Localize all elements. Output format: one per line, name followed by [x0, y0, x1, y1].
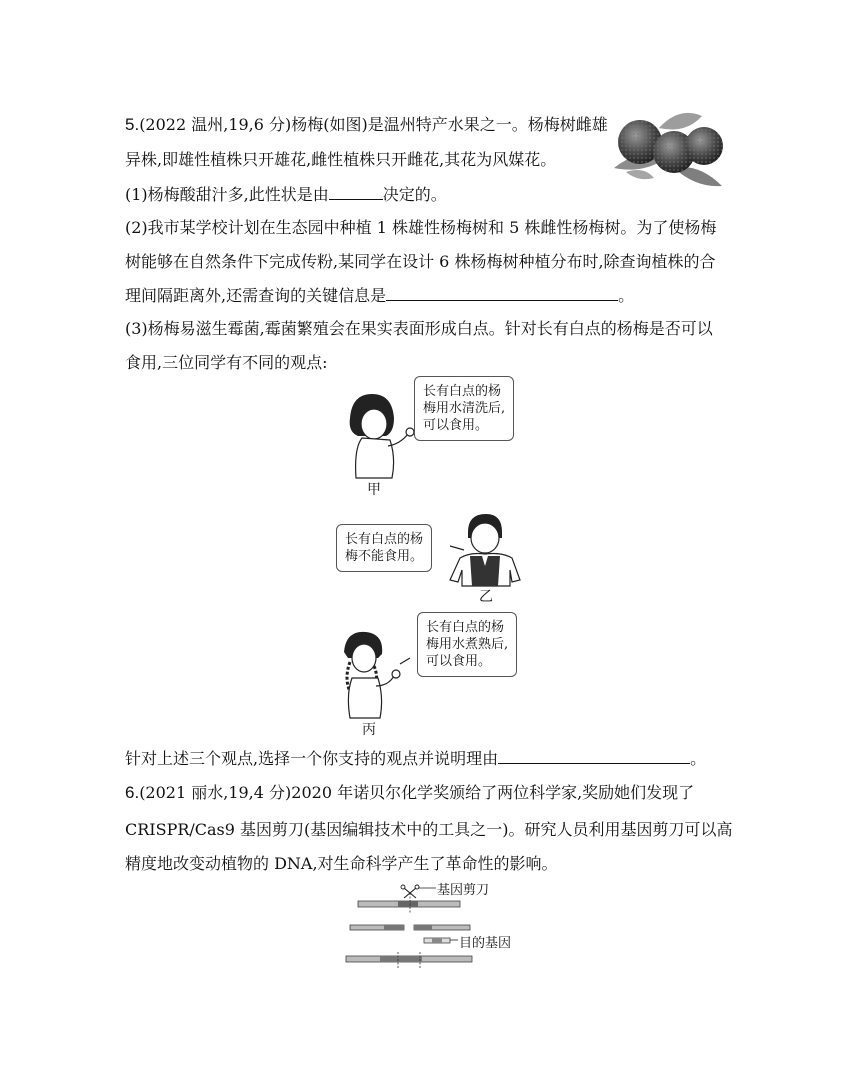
- label-jia: 甲: [367, 482, 381, 498]
- label-bing: 丙: [362, 722, 376, 738]
- q5-final: [125, 747, 706, 770]
- q5-part1: [125, 183, 447, 206]
- q5-part3-line2: 食用,三位同学有不同的观点:: [125, 353, 328, 372]
- q5-intro-text: (2022 温州,19,6 分)杨梅(如图)是温州特产水果之一。杨梅树雌雄: [139, 115, 608, 134]
- label-yi: 乙: [479, 589, 493, 605]
- q6-intro-line3: 精度地改变动植物的 DNA,对生命科学产生了革命性的影响。: [125, 854, 558, 873]
- q6-number: 6.: [125, 783, 140, 802]
- student-yi-figure: [440, 510, 528, 588]
- bubble-bing: 长有白点的杨 梅用水煮熟后, 可以食用。: [417, 612, 517, 677]
- q6-intro-line2: CRISPR/Cas9 基因剪刀(基因编辑技术中的工具之一)。研究人员利用基因剪刀可以高: [125, 820, 733, 839]
- bayberry-photo: [604, 108, 726, 194]
- q5-part2-line3: [125, 284, 634, 307]
- bubble-jia: 长有白点的杨 梅用水清洗后, 可以食用。: [414, 376, 514, 441]
- q5-part1-text: (1)杨梅酸甜汁多,此性状是由: [125, 185, 329, 204]
- label-target-gene: 目的基因: [459, 936, 512, 951]
- q5-number: 5.: [125, 115, 140, 134]
- q5-part1-tail: 决定的。: [382, 185, 447, 204]
- q5-part2-tail: 。: [618, 286, 635, 305]
- q5-intro-line2: 异株,即雄性植株只开雄花,雌性植株只开雌花,其花为风媒花。: [125, 150, 557, 169]
- q5-part2-text: 理间隔距离外,还需查询的关键信息是: [125, 286, 387, 305]
- q5-part2-line2: 树能够在自然条件下完成传粉,某同学在设计 6 株杨梅树种植分布时,除查询植株的合: [125, 252, 716, 271]
- q5-final-blank[interactable]: [498, 747, 690, 764]
- label-gene-scissors: 基因剪刀: [437, 883, 490, 898]
- q5-part2-line1: (2)我市某学校计划在生态园中种植 1 株雄性杨梅树和 5 株雌性杨梅树。为了使杨梅: [125, 218, 717, 237]
- q5-part1-blank[interactable]: [329, 183, 383, 200]
- student-jia-figure: [342, 388, 422, 483]
- q5-part3-line1: (3)杨梅易滋生霉菌,霉菌繁殖会在果实表面形成白点。针对长有白点的杨梅是否可以: [125, 319, 713, 338]
- q5-part2-blank[interactable]: [386, 284, 618, 301]
- student-bing-figure: [334, 628, 414, 720]
- q5-intro-line1: [125, 114, 608, 136]
- q6-intro-text: (2021 丽水,19,4 分)2020 年诺贝尔化学奖颁给了两位科学家,奖励她们发现了: [139, 783, 695, 802]
- q5-final-tail: 。: [690, 749, 707, 768]
- q6-intro-line1: [125, 782, 694, 804]
- bubble-yi: 长有白点的杨 梅不能食用。: [336, 524, 432, 572]
- q5-final-text: 针对上述三个观点,选择一个你支持的观点并说明理由: [125, 749, 499, 768]
